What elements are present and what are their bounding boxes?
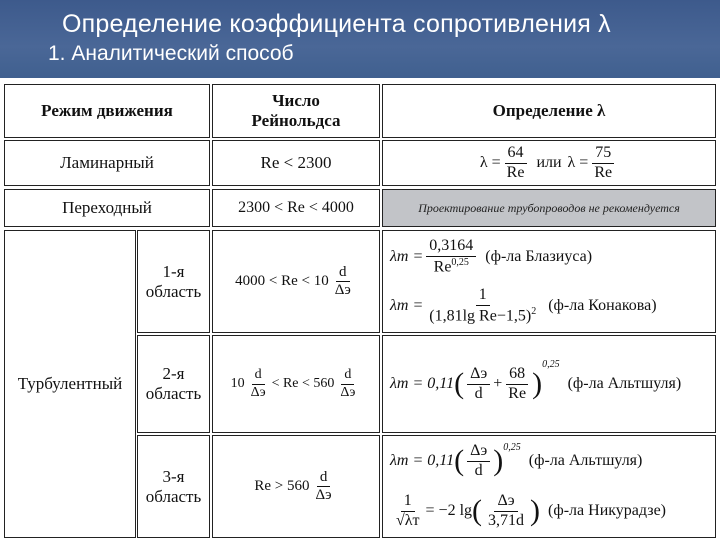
zone2-reynolds-num: d	[252, 367, 265, 384]
zone3-f1-den: d	[474, 461, 483, 479]
laminar-connector: или	[536, 153, 562, 171]
zone2-f1-paren-close: )	[532, 367, 543, 400]
zone3-f1-paren-close: )	[493, 444, 504, 477]
slide-title: Определение коэффициента сопротивления λ	[62, 10, 611, 38]
zone1-f1-fraction	[426, 237, 476, 276]
zone3-f1-left: λт = 0,11	[390, 451, 455, 469]
zone2-reynolds-den2: Δэ	[340, 384, 356, 400]
zone3-f2-paren-close: )	[530, 494, 541, 527]
zone2-f1-b-num: 68	[506, 365, 528, 384]
zone2-reynolds-fraction-b	[337, 367, 358, 400]
laminar-reynolds: Re < 2300	[260, 153, 332, 173]
zone1-reynolds-fraction	[332, 264, 354, 300]
zone2-f1-left: λт = 0,11	[390, 374, 455, 392]
zone2-f1-name: (ф-ла Альтшуля)	[567, 374, 682, 392]
zone1-reynolds	[212, 230, 380, 333]
transitional-reynolds: 2300 < Re < 4000	[238, 198, 354, 216]
zone2-f1-b-den: Re	[508, 384, 527, 402]
transitional-note: Проектирование трубопроводов не рекомендуется	[418, 200, 680, 215]
zone1-f2-den-exp: 2	[531, 305, 537, 317]
zone3-formula-nikuradze	[382, 486, 716, 536]
zone1-f2-den: (1,81lg Re−1,5)	[429, 307, 532, 325]
zone3-f2-paren-open: (	[472, 494, 483, 527]
zone2-label: 2-я область	[145, 364, 202, 403]
zone1-f2-num: 1	[476, 286, 490, 305]
zone2-reynolds-mid: < Re < 560	[271, 375, 335, 391]
table-sheet	[0, 78, 720, 540]
zone1-reynolds-left: 4000 < Re < 10	[235, 272, 329, 289]
zone1-label: 1-я область	[145, 261, 202, 301]
zone3-reynolds-fraction	[313, 469, 335, 505]
zone1-f2-name: (ф-ла Конакова)	[548, 296, 657, 314]
laminar-formula-b-left: λ =	[567, 153, 589, 171]
zone2-reynolds	[212, 335, 380, 433]
zone3-f2-mid: = −2 lg	[425, 501, 473, 519]
zone2-f1-a-den: d	[474, 384, 483, 402]
zone1-f1-den-exp: 0,25	[451, 256, 469, 268]
zone1-f1-num: 0,3164	[426, 237, 476, 256]
transitional-regime: Переходный	[62, 198, 152, 218]
zone3-f1-fraction	[467, 442, 490, 480]
zone1-f1-left: λт =	[390, 247, 424, 265]
laminar-formula-a-left: λ =	[479, 153, 501, 171]
laminar-formula-b-num: 75	[592, 144, 614, 163]
zone2-formula-altshul	[382, 335, 716, 433]
zone1-f1-den-wrap	[431, 257, 472, 277]
zone2-reynolds-den: Δэ	[250, 384, 266, 400]
zone3-reynolds-den: Δэ	[315, 487, 332, 503]
zone2-f1-fraction-a	[467, 365, 490, 403]
zone1-reynolds-den: Δэ	[334, 282, 351, 298]
zone3-f1-num: Δэ	[467, 442, 490, 461]
column-header-definition: Определение λ	[492, 101, 606, 121]
column-header-reynolds: Число Рейнольдса	[251, 91, 341, 130]
zone1-f2-fraction	[426, 286, 539, 325]
zone1-f2-left: λт =	[390, 296, 424, 314]
zone2-f1-exp: 0,25	[542, 359, 560, 370]
zone3-f1-exp: 0,25	[503, 442, 521, 453]
zone2-reynolds-left: 10	[230, 375, 245, 391]
laminar-formula	[382, 140, 716, 186]
zone3-f2-name: (ф-ла Никурадзе)	[548, 501, 666, 519]
column-header-regime: Режим движения	[41, 101, 173, 121]
zone2-f1-a-num: Δэ	[467, 365, 490, 384]
laminar-regime: Ламинарный	[60, 153, 154, 173]
zone2-reynolds-fraction-a	[248, 367, 269, 400]
zone2-f1-fraction-b	[505, 365, 529, 403]
zone3-f2-lhs-den: √λт	[396, 511, 420, 529]
laminar-formula-b-fraction	[591, 144, 615, 182]
zone1-formula-blasius	[382, 234, 716, 280]
laminar-formula-a-num: 64	[505, 144, 527, 163]
zone1-f2-den-wrap	[426, 306, 539, 326]
zone3-f2-lhs-fraction	[393, 492, 423, 530]
zone1-f1-name: (ф-ла Блазиуса)	[485, 247, 593, 265]
zone2-reynolds-num2: d	[341, 367, 354, 384]
laminar-formula-a-fraction	[504, 144, 528, 182]
zone1-formula-konakov	[382, 282, 716, 330]
zone3-f1-paren-open: (	[454, 444, 465, 477]
zone3-f2-den: 3,71d	[488, 511, 525, 529]
zone1-reynolds-num: d	[336, 264, 350, 282]
zone2-f1-plus: +	[493, 374, 503, 392]
zone2-f1-paren-open: (	[454, 367, 465, 400]
zone3-formula-altshul	[382, 436, 716, 486]
zone3-f2-fraction	[485, 492, 527, 530]
zone3-reynolds-left: Re > 560	[254, 477, 310, 494]
turbulent-regime: Турбулентный	[17, 374, 123, 394]
laminar-formula-b-den: Re	[594, 163, 613, 181]
zone3-f2-lhs-num: 1	[401, 492, 415, 511]
zone3-f2-num: Δэ	[494, 492, 517, 511]
zone3-label: 3-я область	[145, 466, 202, 506]
zone3-reynolds	[212, 435, 380, 538]
zone1-f1-den: Re	[433, 258, 452, 276]
laminar-formula-a-den: Re	[506, 163, 525, 181]
zone3-f1-name: (ф-ла Альтшуля)	[528, 451, 643, 469]
slide-header	[0, 0, 720, 78]
slide-subtitle: 1. Аналитический способ	[48, 42, 294, 65]
zone3-reynolds-num: d	[317, 469, 331, 487]
